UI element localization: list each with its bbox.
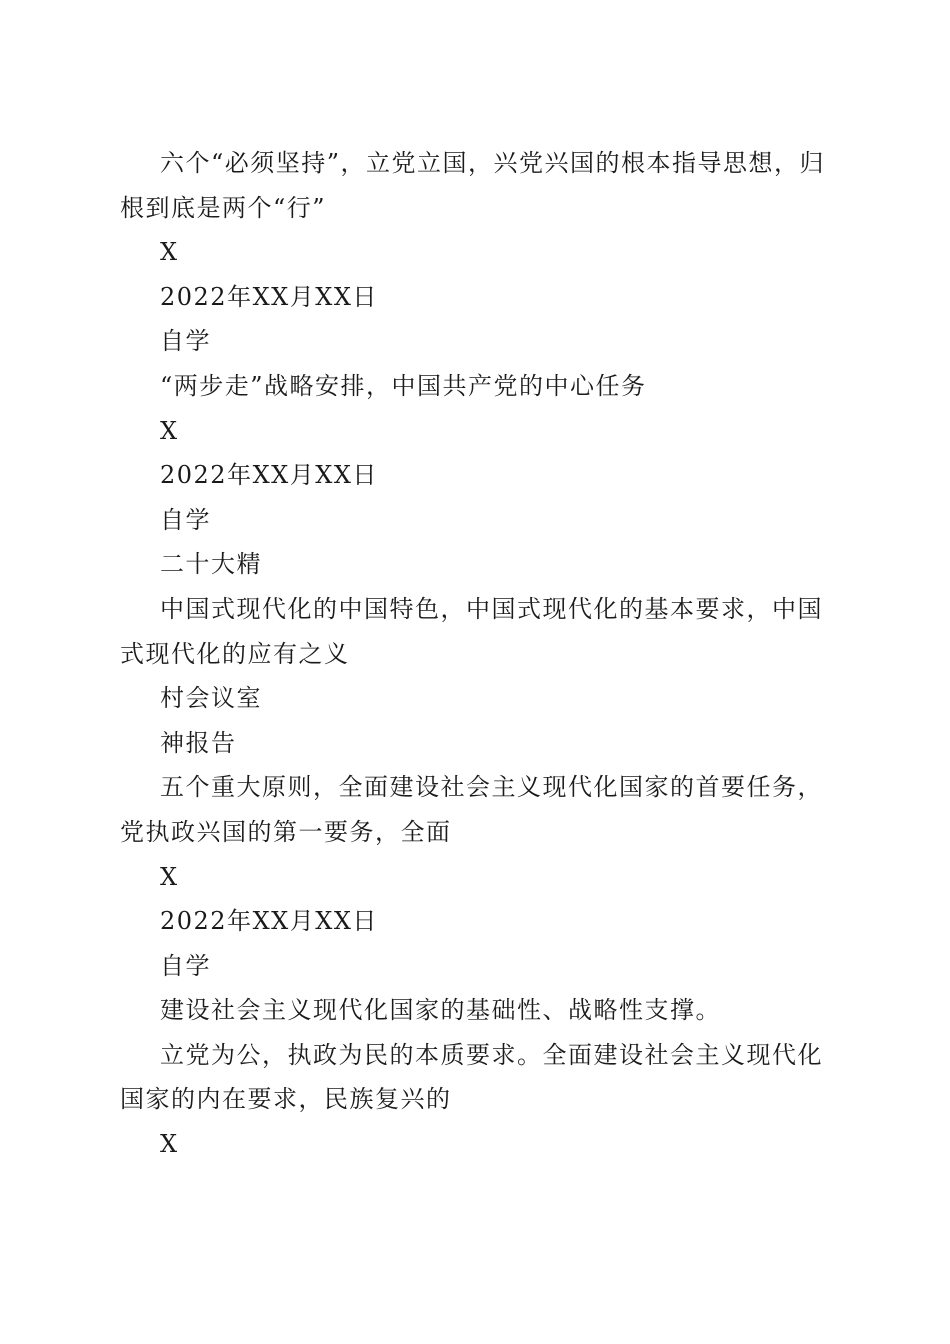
document-body <box>120 141 830 1167</box>
paragraph: 神报告 <box>160 728 237 757</box>
paragraph: 二十大精 <box>160 550 262 579</box>
paragraph: 自学 <box>160 505 211 534</box>
paragraph: 2022年XX月XX日 <box>160 461 378 490</box>
paragraph: 六个“必须坚持”，立党立国，兴党兴国的根本指导思想，归根到底是两个“行” <box>120 149 826 222</box>
paragraph: 村会议室 <box>160 684 262 713</box>
paragraph: 建设社会主义现代化国家的基础性、战略性支撑。 <box>160 996 721 1025</box>
paragraph: X <box>160 1130 179 1159</box>
paragraph: 自学 <box>160 327 211 356</box>
paragraph: X <box>160 238 179 267</box>
paragraph: 中国式现代化的中国特色，中国式现代化的基本要求，中国式现代化的应有之义 <box>120 594 823 668</box>
paragraph: 2022年XX月XX日 <box>160 907 378 936</box>
paragraph: X <box>160 416 179 445</box>
paragraph: 立党为公，执政为民的本质要求。全面建设社会主义现代化国家的内在要求，民族复兴的 <box>120 1040 823 1114</box>
paragraph: 五个重大原则，全面建设社会主义现代化国家的首要任务，党执政兴国的第一要务，全面 <box>120 773 823 846</box>
paragraph: 自学 <box>160 951 211 980</box>
paragraph: 2022年XX月XX日 <box>160 282 378 311</box>
paragraph: “两步走”战略安排，中国共产党的中心任务 <box>160 371 647 400</box>
paragraph: X <box>160 862 179 891</box>
